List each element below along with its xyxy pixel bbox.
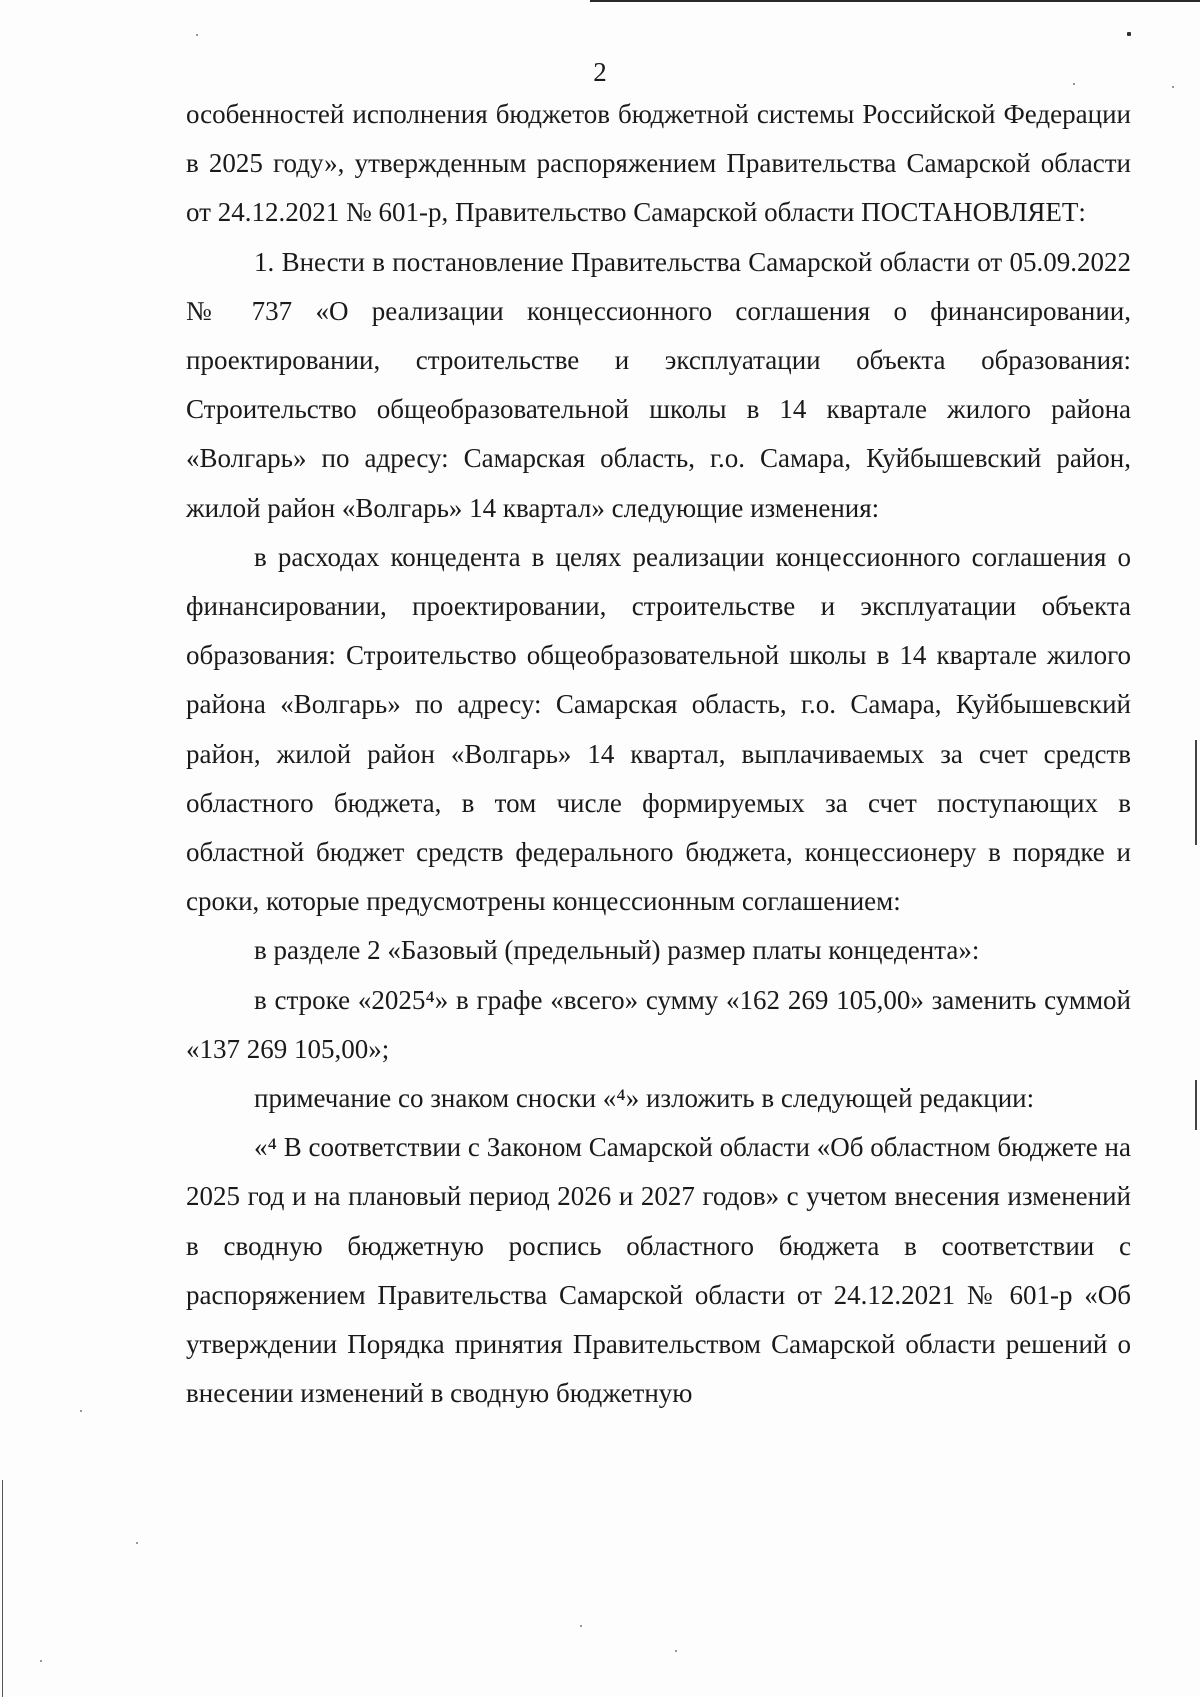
scan-speck — [580, 1625, 582, 1627]
page-number: 2 — [593, 57, 607, 87]
scan-speck — [675, 1650, 677, 1652]
paragraph-footnote-note: примечание со знаком сноски «⁴» изложить в следующей редакции: — [254, 1083, 1035, 1114]
scan-edge-mark — [1195, 1080, 1197, 1130]
scan-speck — [80, 1410, 82, 1412]
paragraph-footnote-text: «⁴ В соответствии с Законом Самарской области «Об областном бюджете на 2025 год и на плановый период 2026 и 2027 годов» с учетом внесения изменений в сводную бюджетную роспись областного бюджета в соответствии с распоряжением Правительства Самарской области от 24.12.2021 № 601-р «Об утверждении Порядка принятия Правительством Самарской области решений о внесении изменений в сводную бюджетную — [186, 1132, 1131, 1409]
paragraph-row-2025: в строке «2025⁴» в графе «всего» сумму «162 269 105,00» заменить суммой «137 269 105,00»; — [186, 984, 1131, 1064]
scan-edge-line — [2, 1480, 3, 1697]
scan-edge-mark — [1195, 740, 1197, 845]
scan-speck — [40, 1660, 42, 1662]
paragraph-item-1: 1. Внести в постановление Правительства Самарской области от 05.09.2022 № 737 «О реализации концессионного соглашения о финансировании, проектировании, строительстве и эксплуатации объекта образования: Строительство общеобразовательной школы в 14 квартале жилого района «Волгарь» по адресу: Самарская область, г.о. Самара, Куйбышевский район, жилой район «Волгарь» 14 квартал» следующие изменения: — [186, 246, 1131, 523]
paragraph-concedent-expenses: в расходах концедента в целях реализации концессионного соглашения о финансировании, проектировании, строительстве и эксплуатации объекта образования: Строительство общеобразовательной школы в 14 квартале жилого района «Волгарь» по адресу: Самарская область, г.о. Самара, Куйбышевский район, жилой район «Волгарь» 14 квартал, выплачиваемых за счет средств областного бюджета, в том числе формируемых за счет поступающих в областной бюджет средств федерального бюджета, концессионеру в порядке и сроки, которые предусмотрены концессионным соглашением: — [186, 541, 1131, 917]
scan-edge-line — [590, 0, 1200, 2]
scan-speck — [196, 34, 198, 36]
scan-speck — [136, 1542, 138, 1544]
paragraph-section-2: в разделе 2 «Базовый (предельный) размер платы концедента»: — [254, 935, 980, 966]
paragraph-preamble-continuation: особенностей исполнения бюджетов бюджетной системы Российской Федерации в 2025 году», утвержденным распоряжением Правительства Самарской области от 24.12.2021 № 601-р, Правительство Самарской области ПОСТАНОВЛЯЕТ: — [186, 99, 1131, 228]
scan-speck — [1127, 32, 1131, 36]
document-body — [186, 90, 1131, 1418]
